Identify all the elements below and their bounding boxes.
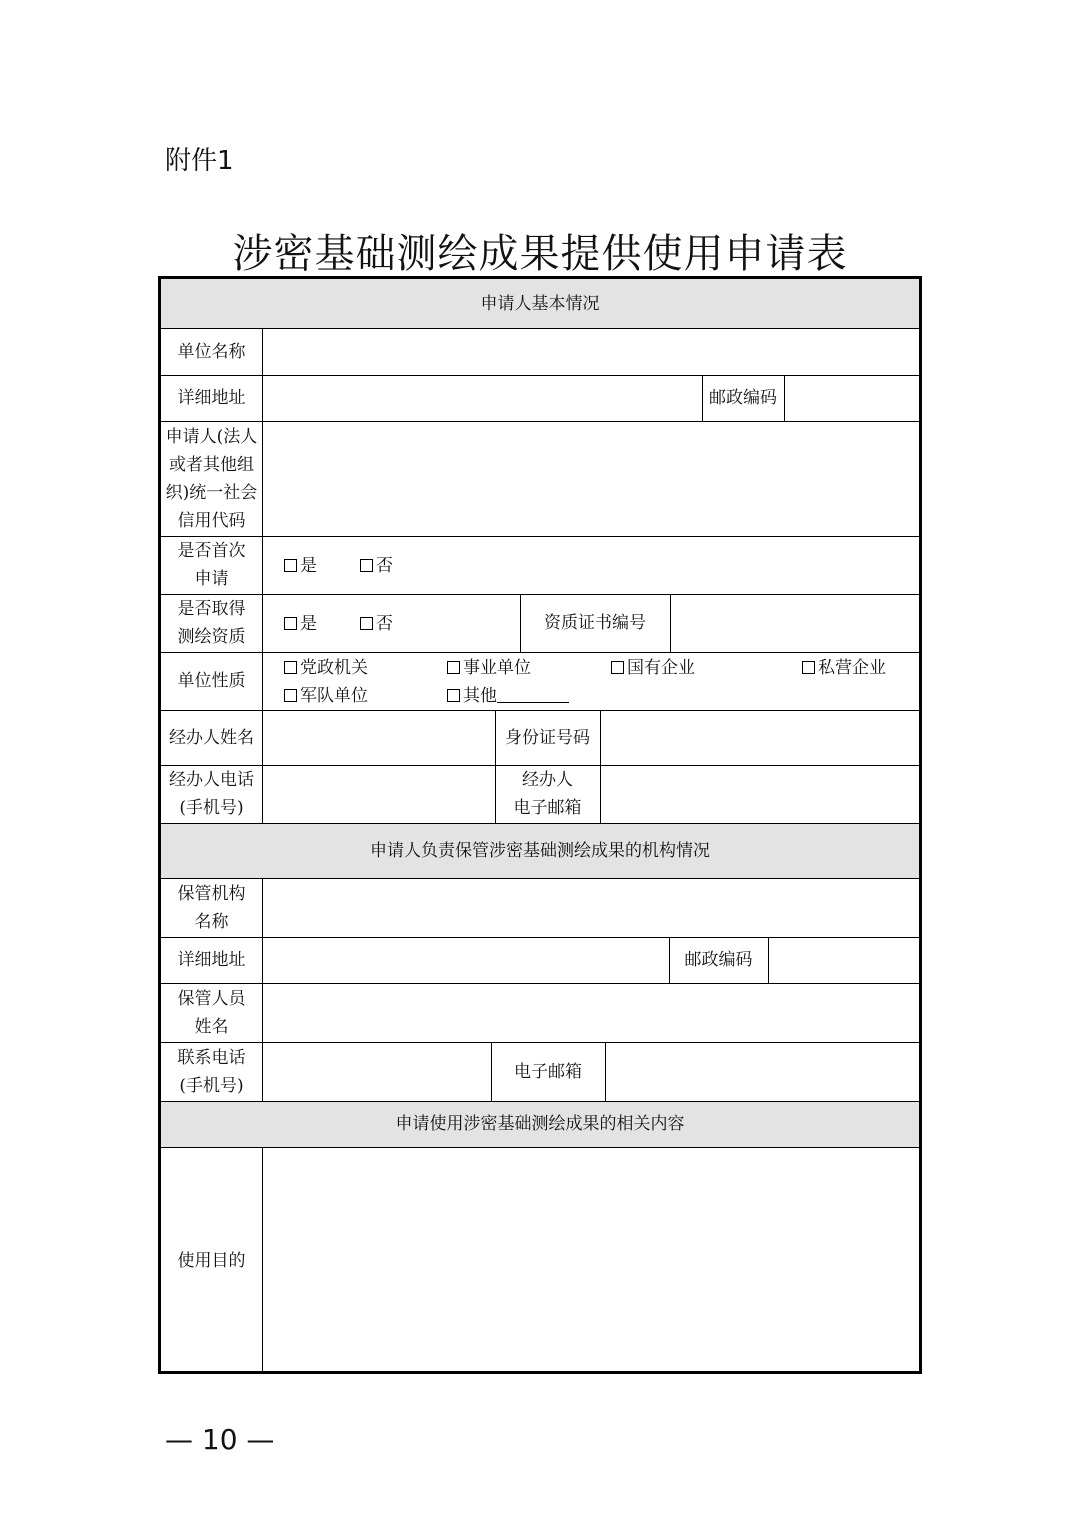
custody-address-field[interactable] <box>262 937 669 983</box>
agent-email-label: 经办人 电子邮箱 <box>513 770 582 818</box>
address-field[interactable] <box>262 375 702 421</box>
checkbox-icon <box>447 661 460 674</box>
checkbox-icon <box>360 617 373 630</box>
checkbox-icon <box>284 689 297 702</box>
checkbox-icon <box>360 559 373 572</box>
id-no-label: 身份证号码 <box>505 727 590 748</box>
keeper-name-field[interactable] <box>262 983 919 1042</box>
other-blank[interactable] <box>497 684 569 703</box>
first-apply-label: 是否首次 申请 <box>177 541 246 589</box>
unit-type-military-checkbox[interactable]: 军队单位 <box>284 682 368 710</box>
section-title-custody: 申请人负责保管涉密基础测绘成果的机构情况 <box>370 840 710 861</box>
agent-name-field[interactable] <box>262 710 495 765</box>
unit-type-party-checkbox[interactable]: 党政机关 <box>284 654 368 682</box>
email-label: 电子邮箱 <box>514 1061 582 1082</box>
custody-name-field[interactable] <box>262 878 919 937</box>
qualification-yes-checkbox[interactable]: 是 <box>284 610 317 638</box>
contact-phone-field[interactable] <box>262 1042 491 1101</box>
keeper-name-label: 保管人员 姓名 <box>177 988 246 1037</box>
section-title-basic: 申请人基本情况 <box>480 293 600 314</box>
attachment-label: 附件1 <box>165 146 234 176</box>
contact-phone-label: 联系电话 (手机号) <box>177 1047 246 1096</box>
application-form <box>158 276 922 1374</box>
unit-type-other-checkbox[interactable]: 其他 <box>447 682 569 710</box>
custody-address-label: 详细地址 <box>177 950 246 970</box>
page-number: — 10 — <box>165 1423 275 1456</box>
unit-type-label: 单位性质 <box>177 671 246 691</box>
checkbox-icon <box>284 661 297 674</box>
purpose-field[interactable] <box>262 1147 919 1374</box>
address-label: 详细地址 <box>177 388 246 408</box>
section-title-content: 申请使用涉密基础测绘成果的相关内容 <box>395 1114 685 1134</box>
checkbox-icon <box>284 559 297 572</box>
credit-code-label: 申请人(法人 或者其他组 织)统一社会 信用代码 <box>165 426 258 531</box>
cert-no-label: 资质证书编号 <box>544 613 646 633</box>
agent-name-label: 经办人姓名 <box>169 727 254 748</box>
form-title: 涉密基础测绘成果提供使用申请表 <box>232 231 848 277</box>
unit-type-private-checkbox[interactable]: 私营企业 <box>802 654 886 682</box>
credit-code-field[interactable] <box>262 421 919 536</box>
purpose-label: 使用目的 <box>177 1250 246 1271</box>
unit-type-institution-checkbox[interactable]: 事业单位 <box>447 654 531 682</box>
qualification-no-checkbox[interactable]: 否 <box>360 610 393 638</box>
unit-name-field[interactable] <box>262 328 919 375</box>
agent-email-field[interactable] <box>600 765 919 823</box>
custody-postcode-field[interactable] <box>768 937 919 983</box>
postcode-label: 邮政编码 <box>709 388 777 408</box>
qualification-label: 是否取得 测绘资质 <box>177 599 246 647</box>
postcode-field[interactable] <box>784 375 919 421</box>
email-field[interactable] <box>605 1042 919 1101</box>
agent-phone-label: 经办人电话 (手机号) <box>169 770 254 818</box>
checkbox-icon <box>611 661 624 674</box>
checkbox-icon <box>802 661 815 674</box>
id-no-field[interactable] <box>600 710 919 765</box>
custody-name-label: 保管机构 名称 <box>177 883 246 932</box>
custody-postcode-label: 邮政编码 <box>684 950 753 970</box>
unit-name-label: 单位名称 <box>177 341 246 362</box>
first-apply-yes-checkbox[interactable]: 是 <box>284 552 317 580</box>
first-apply-no-checkbox[interactable]: 否 <box>360 552 393 580</box>
checkbox-icon <box>447 689 460 702</box>
unit-type-state-checkbox[interactable]: 国有企业 <box>611 654 695 682</box>
cert-no-field[interactable] <box>670 594 919 652</box>
agent-phone-field[interactable] <box>262 765 495 823</box>
checkbox-icon <box>284 617 297 630</box>
